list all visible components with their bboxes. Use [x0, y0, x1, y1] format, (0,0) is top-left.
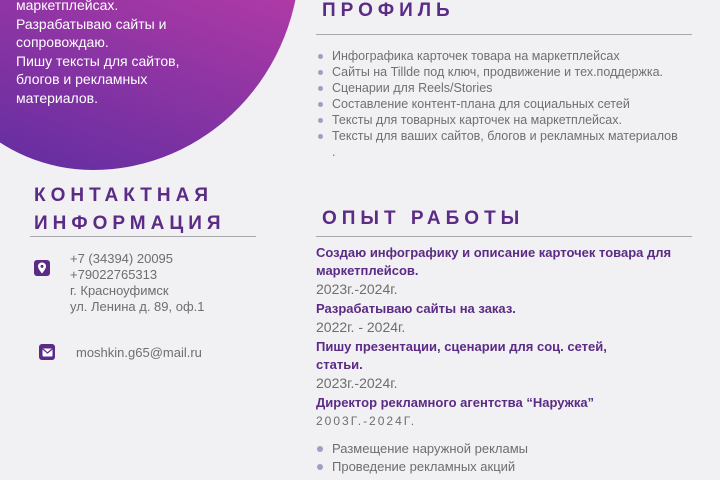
list-item: Тексты для ваших сайтов, блогов и рекламных материалов . — [318, 128, 678, 160]
job-title: Пишу презентации, сценарии для соц. сетей, статьи. — [316, 339, 607, 372]
list-item: Составление контент-плана для социальных сетей — [318, 96, 678, 112]
city: г. Красноуфимск — [70, 283, 169, 298]
intro-line: материалов. — [16, 89, 98, 106]
job-dates: 2023г.-2024г. — [316, 375, 398, 391]
job-title: Разрабатываю сайты на заказ. — [316, 301, 516, 316]
intro-line: сопровождаю. — [16, 34, 109, 50]
location-pin-icon — [34, 260, 50, 276]
profile-list — [318, 48, 678, 160]
job-title: Создаю инфографику и описание карточек товара для маркетплейсов. — [316, 245, 672, 278]
phone-number[interactable]: +7 (34394) 20095 — [70, 251, 174, 266]
intro-line: блогов и рекламных — [16, 71, 148, 87]
email-link[interactable]: moshkin.g65@mail.ru — [76, 345, 202, 360]
list-item: Сайты на Tillde под ключ, продвижение и тех.поддержка. — [318, 64, 678, 80]
intro-text — [16, 0, 246, 107]
job-duties — [316, 440, 711, 476]
phone-number[interactable]: +79022765313 — [70, 267, 158, 282]
list-item: Проведение рекламных акций — [316, 458, 711, 476]
list-item: Инфографика карточек товара на маркетплейсах — [318, 48, 678, 64]
experience-divider — [316, 236, 692, 237]
contact-divider — [30, 236, 256, 237]
mail-icon — [39, 344, 55, 360]
contact-details — [70, 251, 205, 315]
job-dates: 2003Г.-2024Г. — [316, 414, 417, 428]
profile-divider — [316, 34, 692, 35]
contact-heading-line: КОНТАКТНАЯ — [34, 185, 214, 206]
job-dates: 2023г.-2024г. — [316, 281, 398, 297]
intro-line: Разрабатываю сайты и — [16, 15, 167, 32]
experience-list — [316, 244, 711, 476]
list-item: Размещение наружной рекламы — [316, 440, 711, 458]
job-title: Директор рекламного агентства “Наружка” — [316, 395, 595, 410]
intro-line: маркетплейсах. — [16, 0, 119, 13]
job-dates: 2022г. - 2024г. — [316, 319, 406, 335]
profile-heading: ПРОФИЛЬ — [322, 0, 455, 21]
contact-heading — [34, 182, 226, 238]
intro-line: Пишу тексты для сайтов, — [16, 52, 180, 69]
contact-heading-line: ИНФОРМАЦИЯ — [34, 213, 226, 234]
list-item: Тексты для товарных карточек на маркетплейсах. — [318, 112, 678, 128]
list-item: Сценарии для Reels/Stories — [318, 80, 678, 96]
experience-heading: ОПЫТ РАБОТЫ — [322, 208, 525, 229]
address: ул. Ленина д. 89, оф.1 — [70, 299, 205, 314]
